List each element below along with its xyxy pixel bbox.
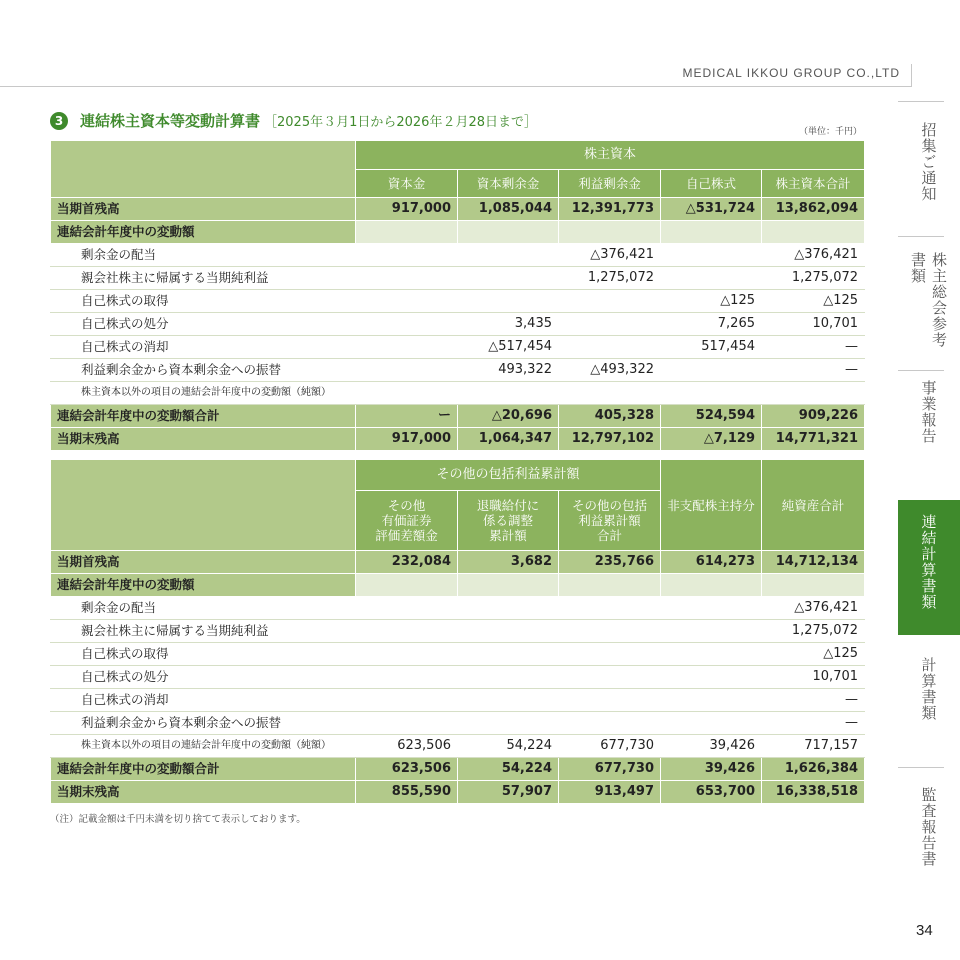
value-cell	[559, 336, 661, 359]
value-cell	[458, 290, 559, 313]
row-label: 剰余金の配当	[51, 244, 356, 267]
table-row	[51, 359, 865, 382]
column-header: 利益剰余金	[559, 170, 661, 198]
column-header: 資本金	[356, 170, 458, 198]
value-cell	[661, 244, 762, 267]
value-cell: 54,224	[458, 735, 559, 758]
value-cell: 7,265	[661, 313, 762, 336]
group-header: 株主資本	[356, 141, 865, 170]
value-cell: 524,594	[661, 405, 762, 428]
value-cell	[661, 267, 762, 290]
value-cell	[661, 689, 762, 712]
value-cell: 677,730	[559, 758, 661, 781]
header-rule-tick	[911, 64, 912, 86]
value-cell: 14,712,134	[762, 551, 865, 574]
value-cell: 1,085,044	[458, 198, 559, 221]
value-cell: 405,328	[559, 405, 661, 428]
row-label: 当期首残高	[51, 198, 356, 221]
row-label: 連結会計年度中の変動額合計	[51, 405, 356, 428]
value-cell	[762, 382, 865, 405]
chapter-tab[interactable]	[898, 765, 960, 900]
value-cell: 909,226	[762, 405, 865, 428]
chapter-tab[interactable]	[898, 100, 960, 220]
value-cell	[356, 221, 458, 244]
row-label: 自己株式の消却	[51, 336, 356, 359]
value-cell	[356, 666, 458, 689]
row-label: 利益剰余金から資本剰余金への振替	[51, 712, 356, 735]
value-cell: 10,701	[762, 313, 865, 336]
value-cell	[356, 689, 458, 712]
value-cell: 917,000	[356, 198, 458, 221]
column-header: 株主資本合計	[762, 170, 865, 198]
value-cell	[661, 643, 762, 666]
row-label: 自己株式の消却	[51, 689, 356, 712]
value-cell	[356, 336, 458, 359]
value-cell: △493,322	[559, 359, 661, 382]
value-cell: 913,497	[559, 781, 661, 804]
value-cell: 3,435	[458, 313, 559, 336]
value-cell	[559, 313, 661, 336]
value-cell: 54,224	[458, 758, 559, 781]
chapter-tab-label: 招集ご通知	[919, 122, 938, 202]
value-cell	[458, 712, 559, 735]
value-cell	[356, 290, 458, 313]
value-cell	[661, 574, 762, 597]
column-header: その他 有価証券 評価差額金	[356, 491, 458, 551]
row-label: 連結会計年度中の変動額合計	[51, 758, 356, 781]
chapter-tab-label: 連結計算書類	[919, 514, 938, 610]
column-header: 退職給付に 係る調整 累計額	[458, 491, 559, 551]
value-cell	[661, 221, 762, 244]
table-row	[51, 712, 865, 735]
chapter-tab[interactable]	[898, 635, 960, 755]
section-title-text: 連結株主資本等変動計算書	[80, 112, 261, 130]
value-cell	[458, 382, 559, 405]
value-cell	[458, 267, 559, 290]
value-cell	[559, 382, 661, 405]
value-cell	[356, 267, 458, 290]
value-cell	[356, 574, 458, 597]
value-cell: —	[762, 712, 865, 735]
table-row	[51, 221, 865, 244]
row-label: 親会社株主に帰属する当期純利益	[51, 267, 356, 290]
value-cell: 653,700	[661, 781, 762, 804]
value-cell: 12,797,102	[559, 428, 661, 451]
value-cell	[458, 689, 559, 712]
value-cell	[559, 221, 661, 244]
table-row	[51, 758, 865, 781]
value-cell	[559, 689, 661, 712]
table-row	[51, 620, 865, 643]
table-row	[51, 551, 865, 574]
value-cell	[356, 244, 458, 267]
value-cell	[458, 643, 559, 666]
value-cell: 623,506	[356, 758, 458, 781]
value-cell: 13,862,094	[762, 198, 865, 221]
unit-label: （単位：千円）	[798, 127, 862, 137]
row-label: 連結会計年度中の変動額	[51, 574, 356, 597]
table-row	[51, 290, 865, 313]
value-cell: 39,426	[661, 758, 762, 781]
value-cell	[458, 666, 559, 689]
table-row	[51, 574, 865, 597]
group-header: その他の包括利益累計額	[356, 460, 661, 491]
value-cell: 1,275,072	[762, 267, 865, 290]
value-cell	[559, 574, 661, 597]
row-label: 利益剰余金から資本剰余金への振替	[51, 359, 356, 382]
value-cell: 677,730	[559, 735, 661, 758]
table-row	[51, 244, 865, 267]
value-cell	[661, 712, 762, 735]
row-label: 当期首残高	[51, 551, 356, 574]
value-cell: 1,275,072	[762, 620, 865, 643]
table-row	[51, 597, 865, 620]
value-cell	[661, 382, 762, 405]
value-cell	[356, 643, 458, 666]
value-cell	[356, 620, 458, 643]
value-cell: 235,766	[559, 551, 661, 574]
accumulated-other-comprehensive-income-table	[50, 459, 865, 804]
company-name: MEDICAL IKKOU GROUP CO.,LTD	[682, 66, 900, 80]
header-rule	[0, 86, 912, 87]
footnote: （注）記載金額は千円未満を切り捨てて表示しております。	[50, 814, 306, 825]
table-row	[51, 267, 865, 290]
value-cell	[458, 221, 559, 244]
row-label: 親会社株主に帰属する当期純利益	[51, 620, 356, 643]
value-cell: △7,129	[661, 428, 762, 451]
column-header: 自己株式	[661, 170, 762, 198]
section-number-badge: 3	[50, 112, 68, 130]
value-cell: 623,506	[356, 735, 458, 758]
column-header: 資本剰余金	[458, 170, 559, 198]
value-cell: 1,626,384	[762, 758, 865, 781]
value-cell	[356, 382, 458, 405]
value-cell: 1,064,347	[458, 428, 559, 451]
value-cell	[661, 620, 762, 643]
value-cell: 717,157	[762, 735, 865, 758]
row-label: 自己株式の取得	[51, 290, 356, 313]
shareholders-equity-table	[50, 140, 865, 451]
value-cell	[559, 643, 661, 666]
column-header: その他の包括 利益累計額 合計	[559, 491, 661, 551]
row-label: 株主資本以外の項目の連結会計年度中の変動額（純額）	[51, 382, 356, 405]
value-cell: △376,421	[762, 597, 865, 620]
value-cell: △125	[661, 290, 762, 313]
value-cell	[458, 597, 559, 620]
value-cell	[762, 574, 865, 597]
value-cell: —	[762, 359, 865, 382]
row-label: 自己株式の処分	[51, 313, 356, 336]
value-cell	[559, 666, 661, 689]
value-cell	[356, 359, 458, 382]
table-row	[51, 198, 865, 221]
row-label: 剰余金の配当	[51, 597, 356, 620]
value-cell	[559, 290, 661, 313]
value-cell	[661, 597, 762, 620]
table-corner	[51, 141, 356, 198]
value-cell: 3,682	[458, 551, 559, 574]
table-row	[51, 336, 865, 359]
value-cell	[559, 597, 661, 620]
row-label: 当期末残高	[51, 781, 356, 804]
section-title	[50, 110, 537, 131]
value-cell: 12,391,773	[559, 198, 661, 221]
value-cell: △125	[762, 643, 865, 666]
value-cell: 614,273	[661, 551, 762, 574]
section-period: ［2025年３月1日から2026年２月28日まで］	[264, 115, 537, 130]
value-cell: △20,696	[458, 405, 559, 428]
row-label: 株主資本以外の項目の連結会計年度中の変動額（純額）	[51, 735, 356, 758]
value-cell	[356, 712, 458, 735]
value-cell: 855,590	[356, 781, 458, 804]
value-cell	[356, 597, 458, 620]
value-cell	[356, 313, 458, 336]
chapter-tab-label: 計算書類	[919, 657, 938, 721]
table-row	[51, 735, 865, 758]
value-cell: 493,322	[458, 359, 559, 382]
column-header: 純資産合計	[762, 460, 865, 551]
value-cell	[458, 244, 559, 267]
value-cell: △376,421	[559, 244, 661, 267]
value-cell: △531,724	[661, 198, 762, 221]
table-row	[51, 313, 865, 336]
value-cell: 232,084	[356, 551, 458, 574]
chapter-tab[interactable]	[898, 500, 960, 635]
row-label: 連結会計年度中の変動額	[51, 221, 356, 244]
chapter-tab[interactable]	[898, 230, 960, 350]
row-label: 当期末残高	[51, 428, 356, 451]
row-label: 自己株式の取得	[51, 643, 356, 666]
value-cell: △125	[762, 290, 865, 313]
value-cell: —	[762, 689, 865, 712]
table-row	[51, 428, 865, 451]
chapter-tab[interactable]	[898, 358, 960, 488]
value-cell: 16,338,518	[762, 781, 865, 804]
value-cell: △376,421	[762, 244, 865, 267]
value-cell	[559, 620, 661, 643]
table-row	[51, 666, 865, 689]
chapter-tab-label: 監査報告書	[919, 787, 938, 867]
column-header: 非支配株主持分	[661, 460, 762, 551]
chapter-tab-label: 株主総会参考書類	[909, 252, 948, 348]
table-row	[51, 689, 865, 712]
value-cell	[762, 221, 865, 244]
page-number: 34	[916, 922, 933, 939]
value-cell	[661, 666, 762, 689]
value-cell: △517,454	[458, 336, 559, 359]
value-cell: 39,426	[661, 735, 762, 758]
value-cell	[458, 574, 559, 597]
value-cell: 917,000	[356, 428, 458, 451]
value-cell: 1,275,072	[559, 267, 661, 290]
table-corner	[51, 460, 356, 551]
value-cell: 517,454	[661, 336, 762, 359]
value-cell: 14,771,321	[762, 428, 865, 451]
value-cell: 57,907	[458, 781, 559, 804]
value-cell	[661, 359, 762, 382]
value-cell	[559, 712, 661, 735]
table-row	[51, 643, 865, 666]
table-row	[51, 382, 865, 405]
value-cell	[458, 620, 559, 643]
value-cell: ー	[356, 405, 458, 428]
table-row	[51, 405, 865, 428]
chapter-tab-label: 事業報告	[919, 380, 938, 444]
value-cell: 10,701	[762, 666, 865, 689]
row-label: 自己株式の処分	[51, 666, 356, 689]
value-cell: —	[762, 336, 865, 359]
table-row	[51, 781, 865, 804]
